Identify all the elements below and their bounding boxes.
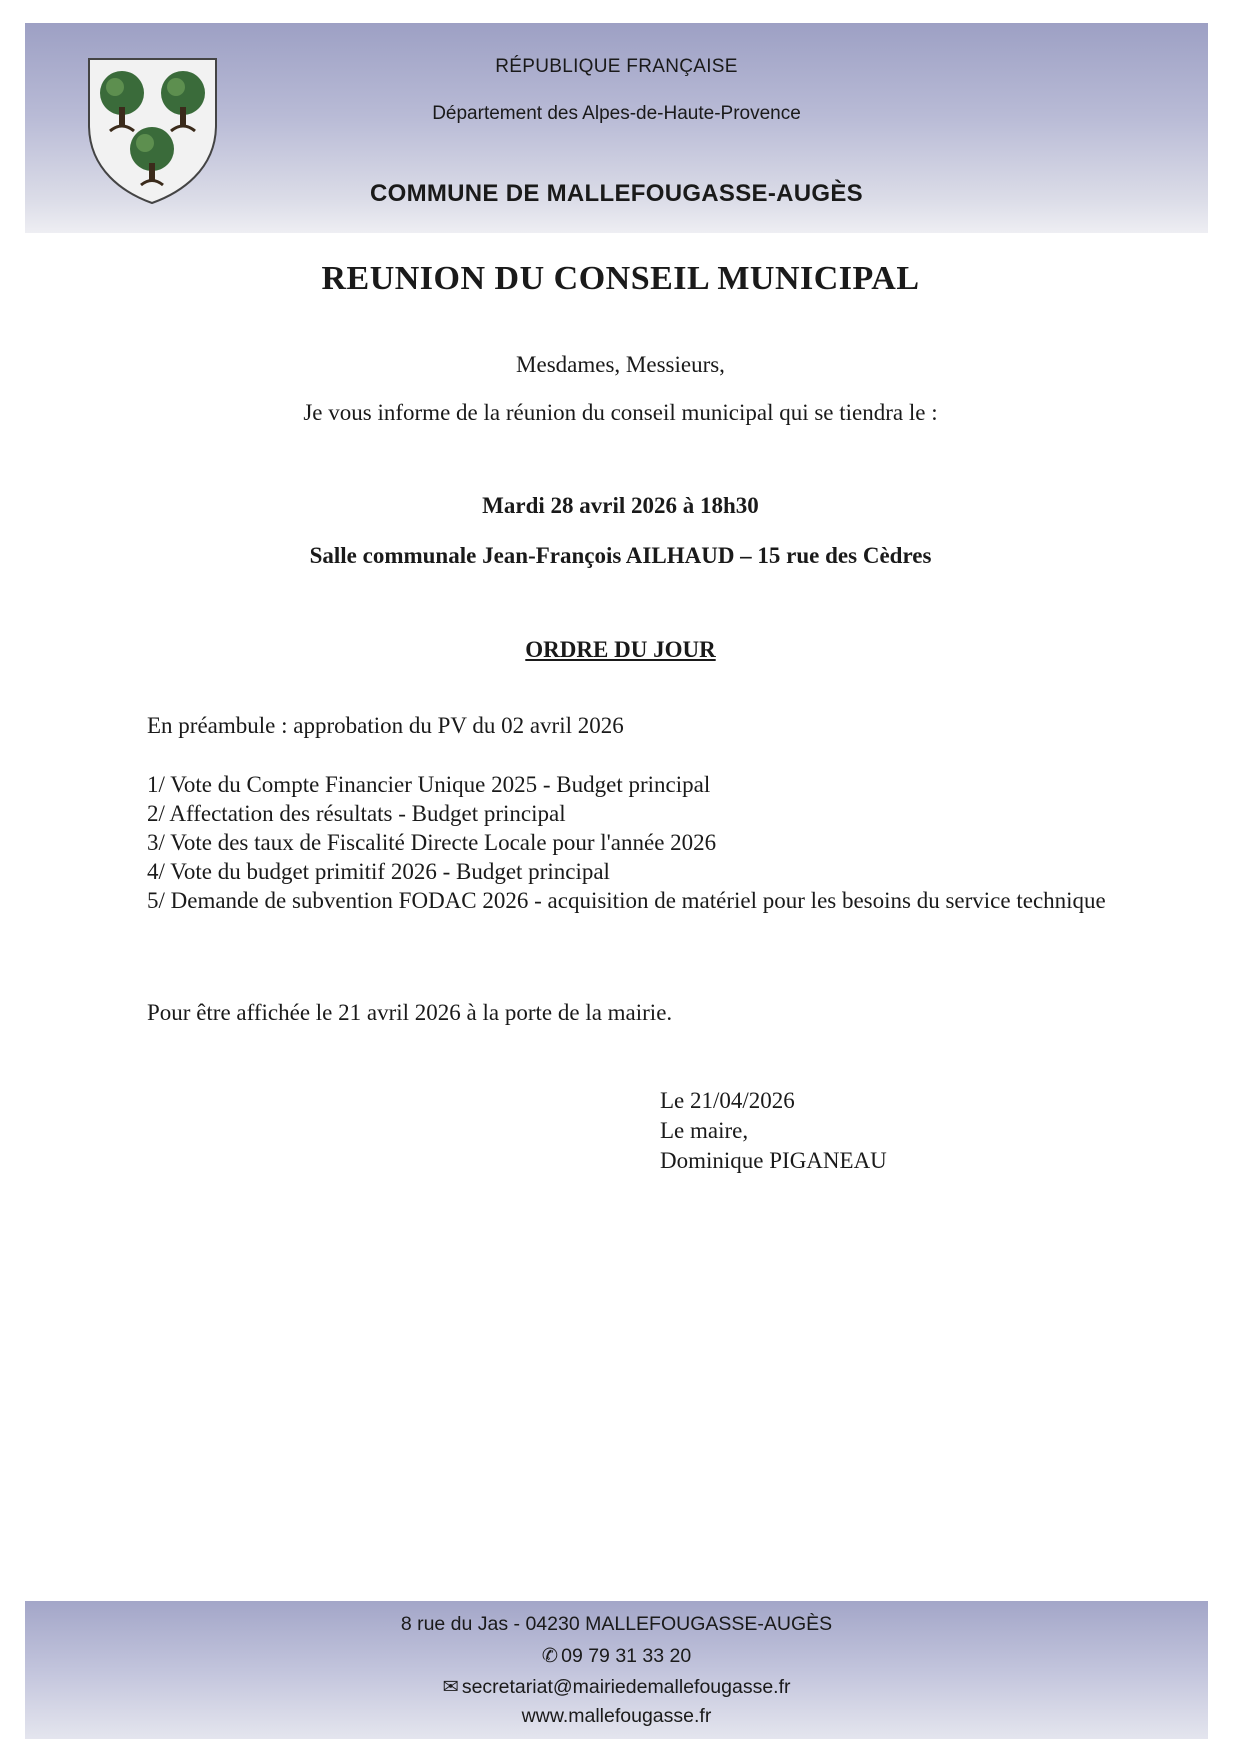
envelope-icon: ✉ [442,1676,459,1698]
agenda-item: 4/ Vote du budget primitif 2026 - Budget principal [147,859,610,884]
agenda-item: 3/ Vote des taux de Fiscalité Directe Locale pour l'année 2026 [147,830,717,855]
republic-heading: RÉPUBLIQUE FRANÇAISE [495,56,738,77]
footer-email[interactable]: secretariat@mairiedemallefougasse.fr [461,1676,791,1698]
signature-block [660,1086,887,1176]
signature-role: Le maire, [660,1118,749,1143]
footer-band [25,1601,1208,1739]
agenda-preamble: En préambule : approbation du PV du 02 avril 2026 [147,713,624,738]
agenda-list [147,770,1107,915]
footer-email-line [25,1675,1208,1699]
posting-notice: Pour être affichée le 21 avril 2026 à la porte de la mairie. [147,1000,673,1025]
signature-name: Dominique PIGANEAU [660,1148,887,1173]
signature-date: Le 21/04/2026 [660,1088,795,1113]
commune-heading: COMMUNE DE MALLEFOUGASSE-AUGÈS [369,180,863,207]
phone-icon: ✆ [541,1645,559,1667]
document-title: REUNION DU CONSEIL MUNICIPAL [321,260,920,297]
footer-address: 8 rue du Jas - 04230 MALLEFOUGASSE-AUGÈS [400,1613,833,1635]
agenda-item: 1/ Vote du Compte Financier Unique 2025 - Budget principal [147,772,711,797]
agenda-item: 2/ Affectation des résultats - Budget principal [147,801,566,826]
greeting: Mesdames, Messieurs, [516,352,725,377]
footer-website[interactable]: www.mallefougasse.fr [521,1705,712,1727]
footer-phone: 09 79 31 33 20 [561,1645,692,1667]
meeting-venue: Salle communale Jean-François AILHAUD – 15 rue des Cèdres [309,543,932,568]
inform-sentence: Je vous informe de la réunion du conseil municipal qui se tiendra le : [303,400,938,425]
footer-phone-line [25,1644,1208,1668]
agenda-heading: ORDRE DU JOUR [525,637,716,662]
department-heading: Département des Alpes-de-Haute-Provence [432,103,801,124]
letterhead-band [25,23,1208,233]
meeting-date: Mardi 28 avril 2026 à 18h30 [482,493,759,518]
agenda-item: 5/ Demande de subvention FODAC 2026 - acquisition de matériel pour les besoins du service technique [147,888,1106,913]
